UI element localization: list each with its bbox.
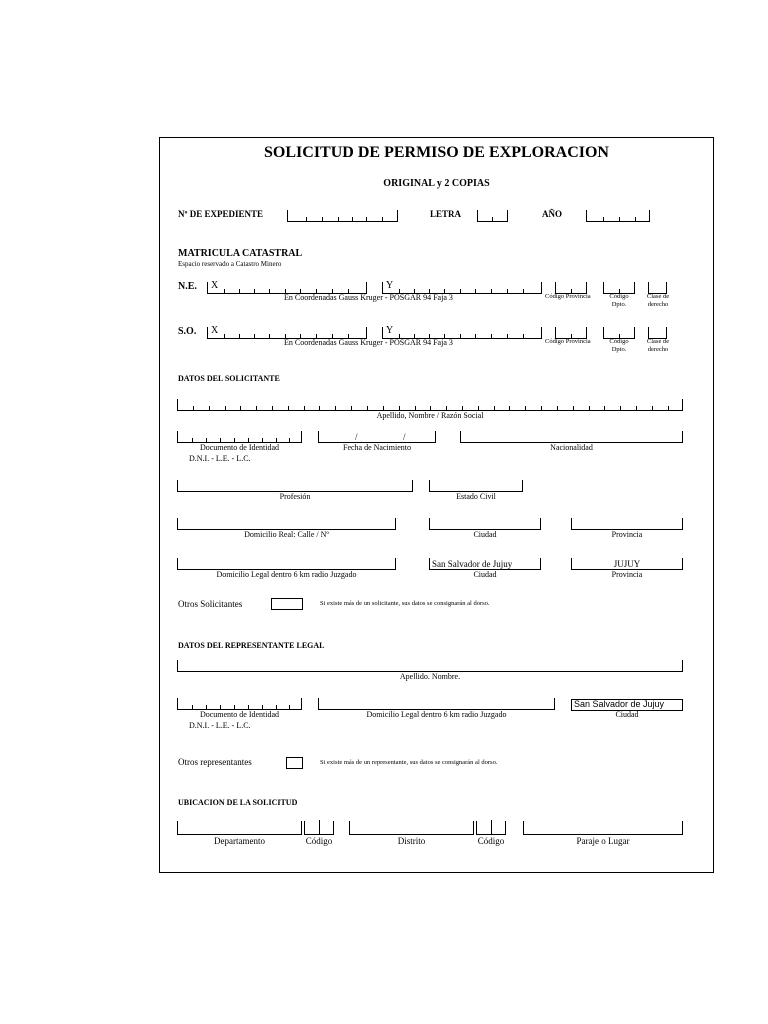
so-clase-caption-1: Clase de bbox=[646, 338, 670, 345]
so-y-letter: Y bbox=[386, 325, 394, 336]
ne-codigo-dpto-caption-1: Código bbox=[609, 293, 629, 300]
so-coords-caption: En Coordenadas Gauss Kruger - POSGAR 94 Faja 3 bbox=[284, 338, 453, 347]
ubicacion-departamento-field[interactable] bbox=[177, 821, 302, 835]
ubicacion-distrito-caption: Distrito bbox=[397, 836, 426, 846]
representante-heading: DATOS DEL REPRESENTANTE LEGAL bbox=[178, 641, 325, 650]
ne-label: N.E. bbox=[178, 281, 197, 292]
letra-label: LETRA bbox=[430, 209, 462, 219]
solicitante-domicilio-legal-caption: Domicilio Legal dentro 6 km radio Juzgado bbox=[216, 570, 357, 579]
solicitante-profesion-caption: Profesión bbox=[279, 492, 311, 501]
solicitante-documento-field[interactable] bbox=[177, 431, 302, 443]
ne-coords-caption: En Coordenadas Gauss Kruger - POSGAR 94 Faja 3 bbox=[284, 293, 453, 302]
ubicacion-paraje-caption: Paraje o Lugar bbox=[576, 836, 630, 846]
expediente-label: Nº DE EXPEDIENTE bbox=[178, 209, 263, 219]
otros-representantes-label: Otros representantes bbox=[178, 757, 252, 767]
ne-y-letter: Y bbox=[386, 280, 394, 291]
solicitante-domicilio-real-caption: Domicilio Real: Calle / Nº bbox=[244, 530, 329, 539]
solicitante-nacionalidad-caption: Nacionalidad bbox=[550, 443, 593, 452]
solicitante-profesion-field[interactable] bbox=[177, 480, 413, 492]
solicitante-legal-provincia-value: JUJUY bbox=[613, 559, 641, 569]
solicitante-legal-ciudad-caption: Ciudad bbox=[473, 570, 497, 579]
matricula-heading: MATRICULA CATASTRAL bbox=[178, 248, 303, 259]
solicitante-domicilio-legal-field[interactable] bbox=[177, 558, 396, 570]
ubicacion-codigo2-field[interactable] bbox=[476, 821, 506, 835]
fecha-slash-2: / bbox=[403, 432, 406, 442]
ano-field[interactable] bbox=[586, 210, 650, 222]
ubicacion-codigo-field[interactable] bbox=[304, 821, 334, 835]
ne-codigo-provincia-caption: Código Provincia bbox=[545, 293, 591, 300]
so-label: S.O. bbox=[178, 326, 197, 337]
otros-solicitantes-checkbox[interactable] bbox=[271, 598, 303, 610]
ubicacion-codigo-caption: Código bbox=[305, 836, 333, 846]
ubicacion-distrito-field[interactable] bbox=[349, 821, 474, 835]
solicitante-heading: DATOS DEL SOLICITANTE bbox=[178, 374, 280, 383]
solicitante-legal-ciudad-value: San Salvador de Jujuy bbox=[432, 559, 513, 569]
solicitante-estado-civil-field[interactable] bbox=[429, 480, 523, 492]
solicitante-nacionalidad-field[interactable] bbox=[460, 431, 683, 443]
representante-ciudad-caption: Ciudad bbox=[615, 710, 639, 719]
otros-representantes-note: Si existe más de un representante, sus datos se consignarán al dorso. bbox=[320, 759, 498, 766]
ubicacion-codigo2-caption: Código bbox=[477, 836, 505, 846]
ano-label: AÑO bbox=[542, 209, 562, 219]
solicitante-apellido-field[interactable] bbox=[177, 399, 683, 411]
so-clase-caption-2: derecho bbox=[647, 346, 669, 353]
solicitante-fecha-caption: Fecha de Nacimiento bbox=[343, 443, 411, 452]
representante-apellido-caption: Apellido. Nombre. bbox=[399, 672, 461, 681]
so-codigo-dpto-caption-2: Dpto. bbox=[611, 346, 627, 353]
representante-dni-types: D.N.I. - L.E. - L.C. bbox=[189, 721, 251, 730]
ne-x-letter: X bbox=[211, 280, 219, 291]
letra-field[interactable] bbox=[477, 210, 508, 222]
ubicacion-paraje-field[interactable] bbox=[523, 821, 683, 835]
solicitante-provincia-field[interactable] bbox=[571, 518, 683, 530]
representante-domicilio-legal-field[interactable] bbox=[318, 698, 555, 710]
representante-domicilio-legal-caption: Domicilio Legal dentro 6 km radio Juzgado bbox=[366, 710, 507, 719]
matricula-note: Espacio reservado a Catastro Minero bbox=[178, 260, 282, 268]
fecha-slash-1: / bbox=[355, 432, 358, 442]
so-x-letter: X bbox=[211, 325, 219, 336]
solicitante-ciudad-field[interactable] bbox=[429, 518, 541, 530]
ubicacion-heading: UBICACION DE LA SOLICITUD bbox=[178, 798, 298, 807]
solicitante-legal-provincia-caption: Provincia bbox=[611, 570, 643, 579]
representante-documento-field[interactable] bbox=[177, 698, 302, 710]
solicitante-apellido-caption: Apellido, Nombre / Razón Social bbox=[376, 411, 484, 420]
otros-representantes-checkbox[interactable] bbox=[286, 757, 303, 769]
otros-solicitantes-label: Otros Solicitantes bbox=[178, 599, 243, 609]
solicitante-provincia-caption: Provincia bbox=[611, 530, 643, 539]
solicitante-fecha-field[interactable] bbox=[318, 431, 436, 443]
solicitante-domicilio-real-field[interactable] bbox=[177, 518, 396, 530]
form-subtitle: ORIGINAL y 2 COPIAS bbox=[383, 178, 490, 189]
solicitante-estado-civil-caption: Estado Civil bbox=[456, 492, 496, 501]
so-codigo-dpto-caption-1: Código bbox=[609, 338, 629, 345]
solicitante-documento-caption: Documento de Identidad bbox=[199, 443, 280, 452]
ne-codigo-dpto-caption-2: Dpto. bbox=[611, 301, 627, 308]
expediente-field[interactable] bbox=[287, 210, 398, 222]
ne-clase-caption-1: Clase de bbox=[646, 293, 670, 300]
representante-documento-caption: Documento de Identidad bbox=[199, 710, 280, 719]
so-codigo-provincia-caption: Código Provincia bbox=[545, 338, 591, 345]
solicitante-ciudad-caption: Ciudad bbox=[473, 530, 497, 539]
solicitante-dni-types: D.N.I. - L.E. - L.C. bbox=[189, 454, 251, 463]
form-title: SOLICITUD DE PERMISO DE EXPLORACION bbox=[264, 144, 609, 161]
representante-ciudad-value: San Salvador de Jujuy bbox=[574, 699, 665, 709]
ubicacion-departamento-caption: Departamento bbox=[214, 836, 265, 846]
otros-solicitantes-note: Si existe más de un solicitante, sus datos se consignarán al dorso. bbox=[320, 600, 490, 607]
representante-apellido-field[interactable] bbox=[177, 660, 683, 672]
ne-clase-caption-2: derecho bbox=[647, 301, 669, 308]
